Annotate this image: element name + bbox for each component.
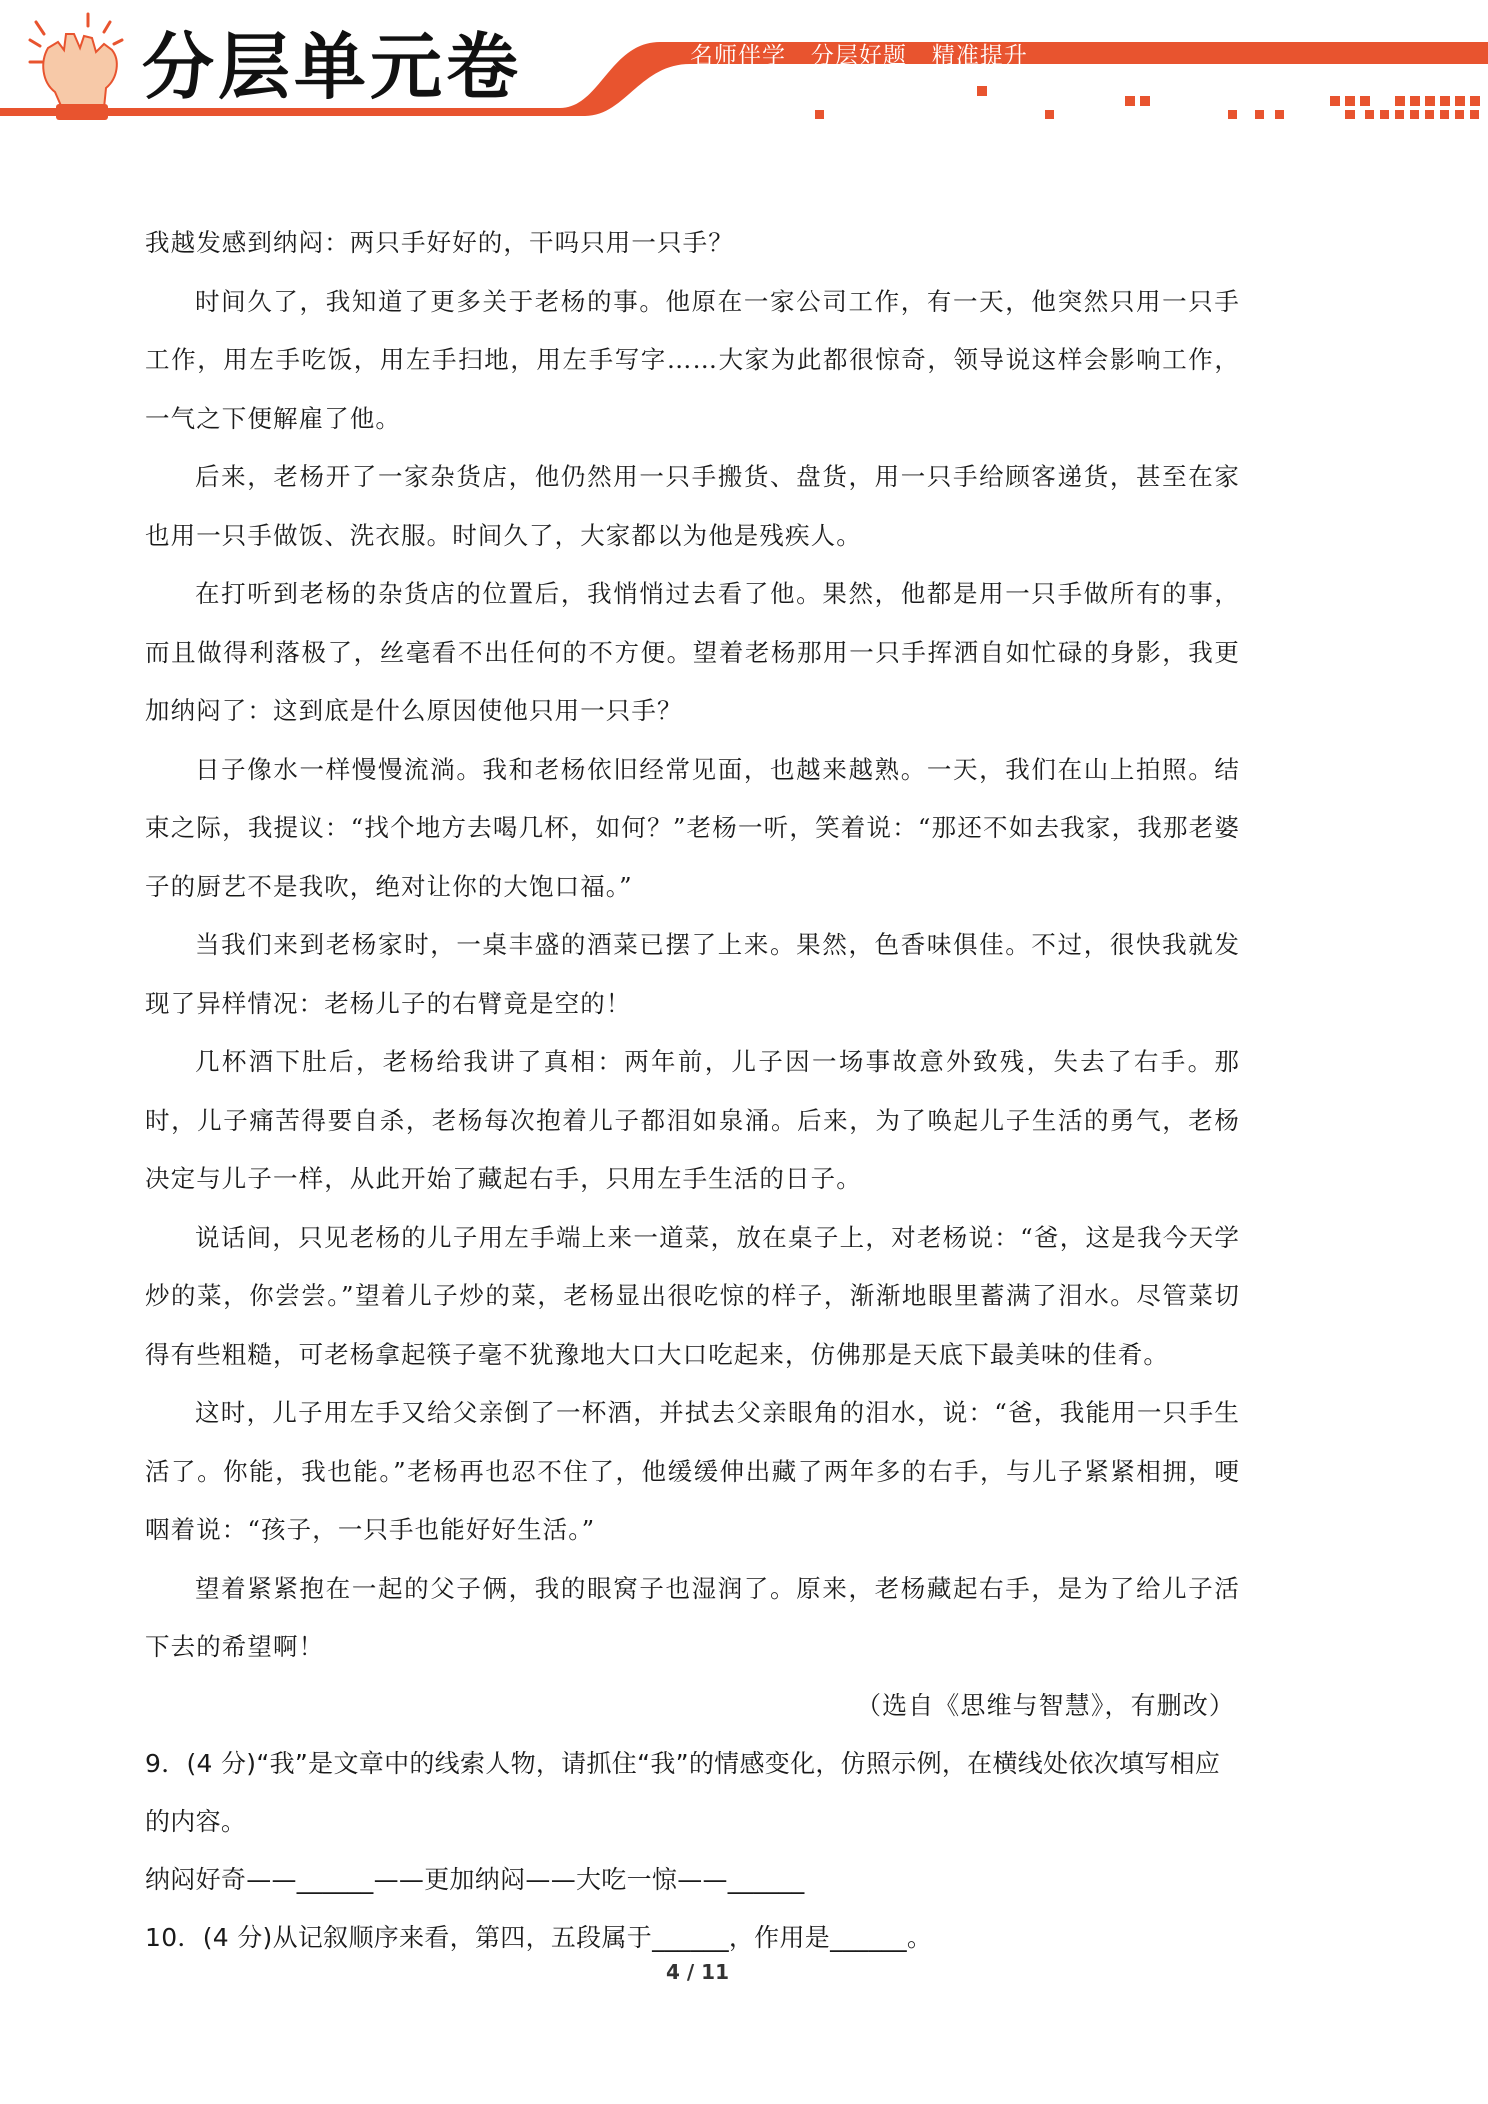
passage-paragraph-10: 望着紧紧抱在一起的父子俩，我的眼窝子也湿润了。原来，老杨藏起右手，是为了给儿子活下去的希望啊！ xyxy=(145,1573,1240,1661)
passage-paragraph-6: 当我们来到老杨家时，一桌丰盛的酒菜已摆了上来。果然，色香味俱佳。不过，很快我就发现了异样情况：老杨儿子的右臂竟是空的！ xyxy=(145,930,1240,1018)
brand-title: 分层单元卷 xyxy=(142,25,523,109)
pixel-decoration xyxy=(815,86,1480,119)
question-9-line-2: 的内容。 xyxy=(145,1807,247,1836)
passage-paragraph-5: 日子像水一样慢慢流淌。我和老杨依旧经常见面，也越来越熟。一天，我们在山上拍照。结束之际，我提议：“找个地方去喝几杯，如何？”老杨一听，笑着说：“那还不如去我家，我那老婆子的厨艺不是我吹，绝对让你的大饱口福。” xyxy=(145,754,1240,901)
question-9-line-1: 9．(4 分)“我”是文章中的线索人物，请抓住“我”的情感变化，仿照示例，在横线处依次填写相应 xyxy=(145,1749,1221,1778)
passage-paragraph-8: 说话间，只见老杨的儿子用左手端上来一道菜，放在桌子上，对老杨说：“爸，这是我今天学炒的菜，你尝尝。”望着儿子炒的菜，老杨显出很吃惊的样子，渐渐地眼里蓄满了泪水。尽管菜切得有些粗糙，可老杨拿起筷子毫不犹豫地大口大口吃起来，仿佛那是天底下最美味的佳肴。 xyxy=(145,1222,1240,1369)
passage-paragraph-7: 几杯酒下肚后，老杨给我讲了真相：两年前，儿子因一场事故意外致残，失去了右手。那时，儿子痛苦得要自杀，老杨每次抱着儿子都泪如泉涌。后来，为了唤起儿子生活的勇气，老杨决定与儿子一样，从此开始了藏起右手，只用左手生活的日子。 xyxy=(145,1047,1240,1193)
passage-paragraph-3: 后来，老杨开了一家杂货店，他仍然用一只手搬货、盘货，用一只手给顾客递货，甚至在家也用一只手做饭、洗衣服。时间久了，大家都以为他是残疾人。 xyxy=(145,462,1240,550)
header-slogan: 名师伴学 分层好题 精准提升 xyxy=(690,43,1028,69)
page-number: 4 / 11 xyxy=(666,1960,729,1984)
question-9-answer-line: 纳闷好奇——______——更加纳闷——大吃一惊——______ xyxy=(145,1865,805,1894)
document-content xyxy=(145,214,1240,1967)
passage-paragraph-2: 时间久了，我知道了更多关于老杨的事。他原在一家公司工作，有一天，他突然只用一只手工作，用左手吃饭，用左手扫地，用左手写字……大家为此都很惊奇，领导说这样会影响工作，一气之下便解雇了他。 xyxy=(145,286,1240,433)
passage-paragraph-4: 在打听到老杨的杂货店的位置后，我悄悄过去看了他。果然，他都是用一只手做所有的事，而且做得利落极了，丝毫看不出任何的不方便。望着老杨那用一只手挥洒自如忙碌的身影，我更加纳闷了：这到底是什么原因使他只用一只手？ xyxy=(145,579,1240,725)
passage-paragraph-1: 我越发感到纳闷：两只手好好的，干吗只用一只手？ xyxy=(145,228,734,257)
page-header xyxy=(0,0,1488,130)
passage-source: （选自《思维与智慧》，有删改） xyxy=(855,1690,1235,1720)
passage-paragraph-9: 这时，儿子用左手又给父亲倒了一杯酒，并拭去父亲眼角的泪水，说：“爸，我能用一只手生活了。你能，我也能。”老杨再也忍不住了，他缓缓伸出藏了两年多的右手，与儿子紧紧相拥，哽咽着说：“孩子，一只手也能好好生活。” xyxy=(145,1398,1240,1544)
question-10: 10．(4 分)从记叙顺序来看，第四，五段属于______，作用是______。 xyxy=(145,1923,933,1952)
fist-icon xyxy=(30,14,122,120)
